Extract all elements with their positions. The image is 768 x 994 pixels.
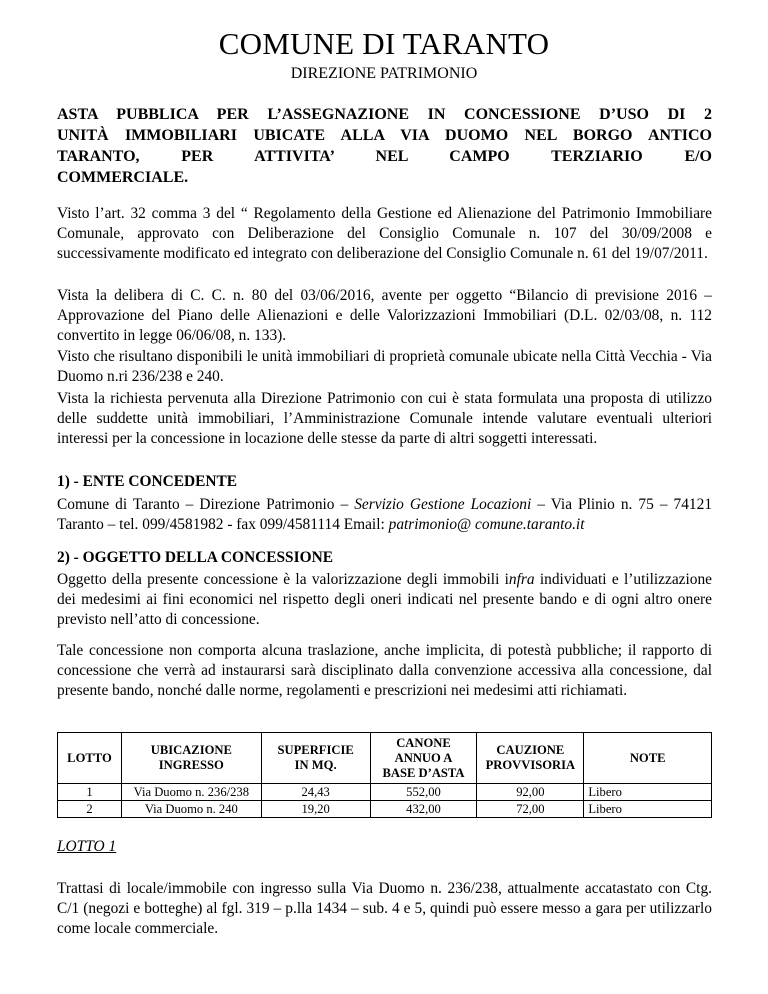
- ente-text-b: – Via Plinio n. 75 – 74121 Taranto – tel. 099/4581982 - fax 099/4581114 Email:: [57, 496, 713, 533]
- paragraph-richiesta: Vista la richiesta pervenuta alla Direzione Patrimonio con cui è stata formulata una proposta di utilizzo delle suddette unità immobiliari, l’Amministrazione Comunale intende valutare eventuali ulteriori interessi per la concessione in locazione delle stesse da parte di altri soggetti interessati.: [57, 390, 712, 447]
- cell-canone: 432,00: [370, 801, 477, 818]
- cell-superficie: 19,20: [261, 801, 370, 818]
- oggetto-infra: nfra: [508, 571, 535, 588]
- paragraph-regolamento: Visto l’art. 32 comma 3 del “ Regolamento della Gestione ed Alienazione del Patrimonio Immobiliare Comunale, approvato con Deliberazione del Consiglio Comunale n. 107 del 30/09/2008 e successivamente modificato ed integrato con deliberazione del Consiglio Comunale n. 61 del 19/07/2011.: [57, 205, 712, 262]
- cell-canone: 552,00: [370, 784, 477, 801]
- ente-email-link[interactable]: patrimonio@ comune.taranto.it: [388, 516, 585, 533]
- cell-ubicazione: Via Duomo n. 236/238: [121, 784, 261, 801]
- col-header-canone: CANONE ANNUO A BASE D’ASTA: [370, 733, 477, 784]
- col-header-lotto: LOTTO: [58, 733, 122, 784]
- table-row: [58, 801, 712, 818]
- section-heading-ente: 1) - ENTE CONCEDENTE: [57, 473, 238, 490]
- lotto1-description: Trattasi di locale/immobile con ingresso sulla Via Duomo n. 236/238, attualmente accatastato con Ctg. C/1 (negozi e botteghe) al fgl. 319 – p.lla 1434 – sub. 4 e 5, quindi può essere messo a gara per utilizzarlo come locale commerciale.: [57, 880, 712, 937]
- section-oggetto-p2: Tale concessione non comporta alcuna traslazione, anche implicita, di potestà pubbliche; il rapporto di concessione che verrà ad instaurarsi sarà disciplinato dalla convenzione accessiva alla concessione, dal presente bando, nonché dalle norme, regolamenti e prescrizioni nei medesimi atti richiamati.: [57, 642, 712, 699]
- col-header-cauzione: CAUZIONE PROVVISORIA: [477, 733, 584, 784]
- col-header-ubicazione: UBICAZIONE INGRESSO: [121, 733, 261, 784]
- oggetto-text-a: Oggetto della presente concessione è la valorizzazione degli immobili i: [57, 571, 509, 588]
- cell-lotto: 2: [58, 801, 122, 818]
- table-row: [58, 784, 712, 801]
- section-heading-oggetto: 2) - OGGETTO DELLA CONCESSIONE: [57, 549, 333, 566]
- cell-cauzione: 92,00: [477, 784, 584, 801]
- paragraph-delibera: Vista la delibera di C. C. n. 80 del 03/06/2016, avente per oggetto “Bilancio di previsione 2016 – Approvazione del Piano delle Alienazioni e delle Valorizzazioni Immobiliari (D.L. 02/03/08, n. 112 convertito in legge 06/06/08, n. 133).: [57, 287, 712, 344]
- cell-cauzione: 72,00: [477, 801, 584, 818]
- notice-title-line: TARANTO, PER ATTIVITA’ NEL CAMPO TERZIARIO E/O: [57, 148, 712, 165]
- cell-superficie: 24,43: [261, 784, 370, 801]
- notice-title: [57, 104, 712, 188]
- header-title: COMUNE DI TARANTO: [218, 26, 550, 61]
- col-header-note: NOTE: [584, 733, 712, 784]
- notice-title-line: UNITÀ IMMOBILIARI UBICATE ALLA VIA DUOMO NEL BORGO ANTICO: [57, 127, 712, 144]
- table-header-row: [58, 733, 712, 784]
- ente-service: Servizio Gestione Locazioni: [354, 496, 532, 513]
- lotto1-heading: LOTTO 1: [57, 838, 117, 855]
- col-header-superficie: SUPERFICIE IN MQ.: [261, 733, 370, 784]
- cell-note: Libero: [584, 801, 712, 818]
- cell-note: Libero: [584, 784, 712, 801]
- header-subtitle: DIREZIONE PATRIMONIO: [290, 65, 478, 82]
- paragraph-disponibilita: Visto che risultano disponibili le unità immobiliari di proprietà comunale ubicate nella Città Vecchia - Via Duomo n.ri 236/238 e 240.: [57, 348, 712, 385]
- oggetto-text-b: individuati e l’utilizzazione dei medesimi ai fini economici nel rispetto degli oneri indicati nel presente bando e di ogni altro onere previsto nell’atto di concessione.: [57, 571, 712, 628]
- ente-text-a: Comune di Taranto – Direzione Patrimonio –: [57, 496, 355, 513]
- cell-ubicazione: Via Duomo n. 240: [121, 801, 261, 818]
- notice-title-line: COMMERCIALE.: [57, 169, 189, 186]
- section-oggetto-p1: [57, 570, 712, 630]
- cell-lotto: 1: [58, 784, 122, 801]
- notice-title-line: ASTA PUBBLICA PER L’ASSEGNAZIONE IN CONCESSIONE D’USO DI 2: [57, 106, 712, 123]
- lotti-table: [57, 732, 712, 818]
- section-ente-text: [57, 495, 712, 535]
